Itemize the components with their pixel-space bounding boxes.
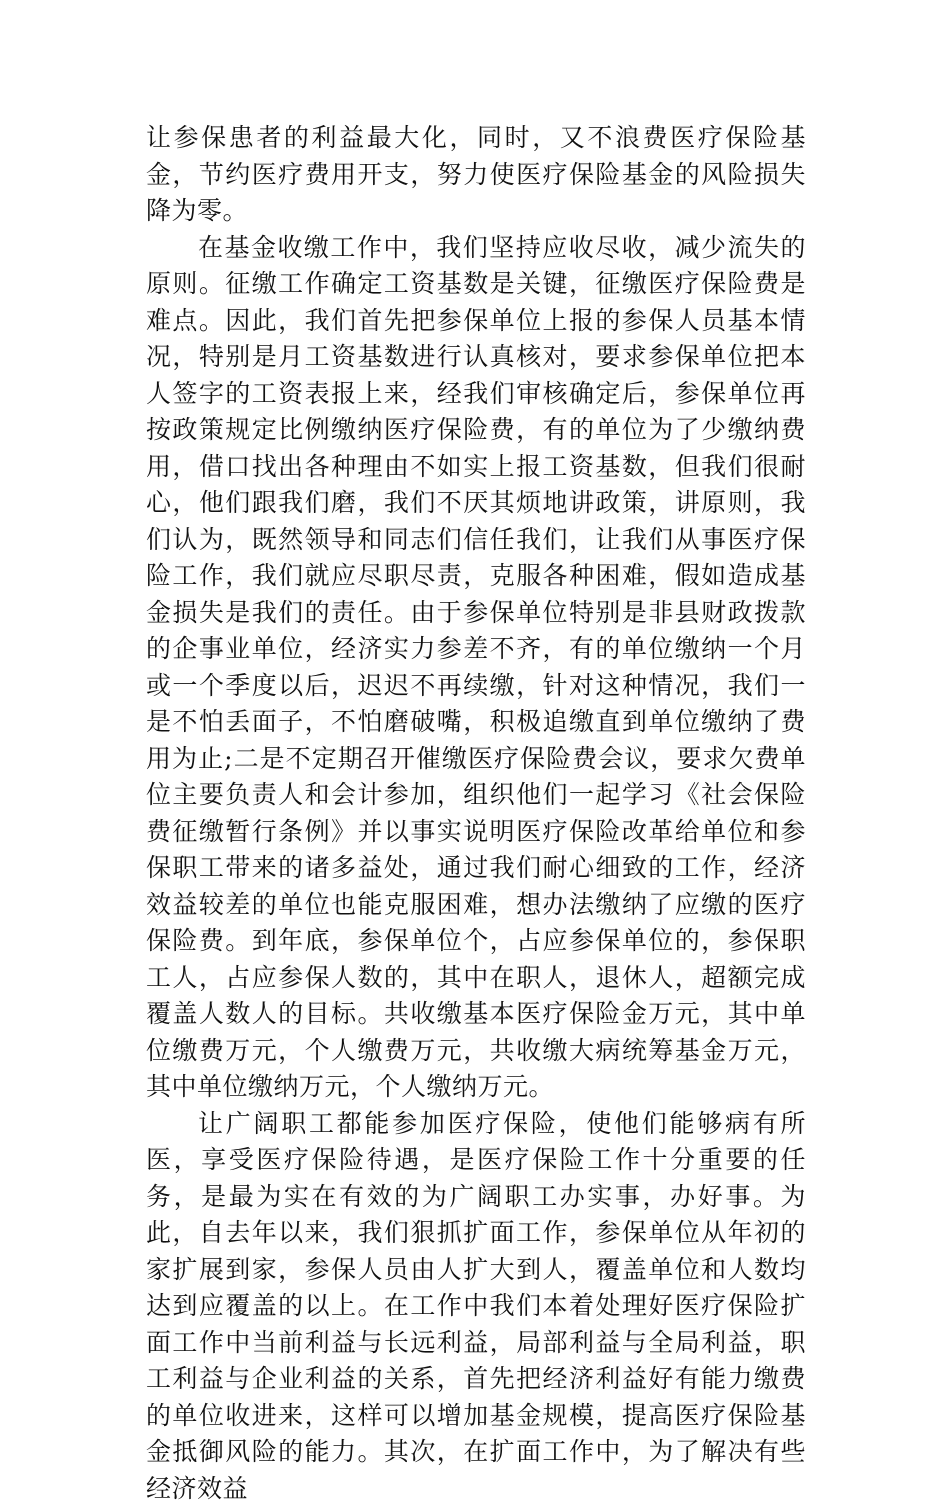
paragraph-3: 让广阔职工都能参加医疗保险，使他们能够病有所医，享受医疗保险待遇，是医疗保险工作十分重要的任务，是最为实在有效的为广阔职工办实事，办好事。为此，自去年以来，我们狠抓扩面工作，参保单位从年初的家扩展到家，参保人员由人扩大到人，覆盖单位和人数均达到应覆盖的以上。在工作中我们本着处理好医疗保险扩面工作中当前利益与长远利益，局部利益与全局利益，职工利益与企业利益的关系，首先把经济利益好有能力缴费的单位收进来，这样可以增加基金规模，提高医疗保险基金抵御风险的能力。其次，在扩面工作中，为了解决有些经济效益	[146, 1106, 806, 1507]
paragraph-1: 让参保患者的利益最大化，同时，又不浪费医疗保险基金，节约医疗费用开支，努力使医疗保险基金的风险损失降为零。	[146, 120, 806, 230]
paragraph-2: 在基金收缴工作中，我们坚持应收尽收，减少流失的原则。征缴工作确定工资基数是关键，征缴医疗保险费是难点。因此，我们首先把参保单位上报的参保人员基本情况，特别是月工资基数进行认真核对，要求参保单位把本人签字的工资表报上来，经我们审核确定后，参保单位再按政策规定比例缴纳医疗保险费，有的单位为了少缴纳费用，借口找出各种理由不如实上报工资基数，但我们很耐心，他们跟我们磨，我们不厌其烦地讲政策，讲原则，我们认为，既然领导和同志们信任我们，让我们从事医疗保险工作，我们就应尽职尽责，克服各种困难，假如造成基金损失是我们的责任。由于参保单位特别是非县财政拨款的企事业单位，经济实力参差不齐，有的单位缴纳一个月或一个季度以后，迟迟不再续缴，针对这种情况，我们一是不怕丢面子，不怕磨破嘴，积极追缴直到单位缴纳了费用为止;二是不定期召开催缴医疗保险费会议，要求欠费单位主要负责人和会计参加，组织他们一起学习《社会保险费征缴暂行条例》并以事实说明医疗保险改革给单位和参保职工带来的诸多益处，通过我们耐心细致的工作，经济效益较差的单位也能克服困难，想办法缴纳了应缴的医疗保险费。到年底，参保单位个，占应参保单位的，参保职工人，占应参保人数的，其中在职人，退休人，超额完成覆盖人数人的目标。共收缴基本医疗保险金万元，其中单位缴费万元，个人缴费万元，共收缴大病统筹基金万元，其中单位缴纳万元，个人缴纳万元。	[146, 230, 806, 1106]
body-text	[146, 120, 806, 1507]
